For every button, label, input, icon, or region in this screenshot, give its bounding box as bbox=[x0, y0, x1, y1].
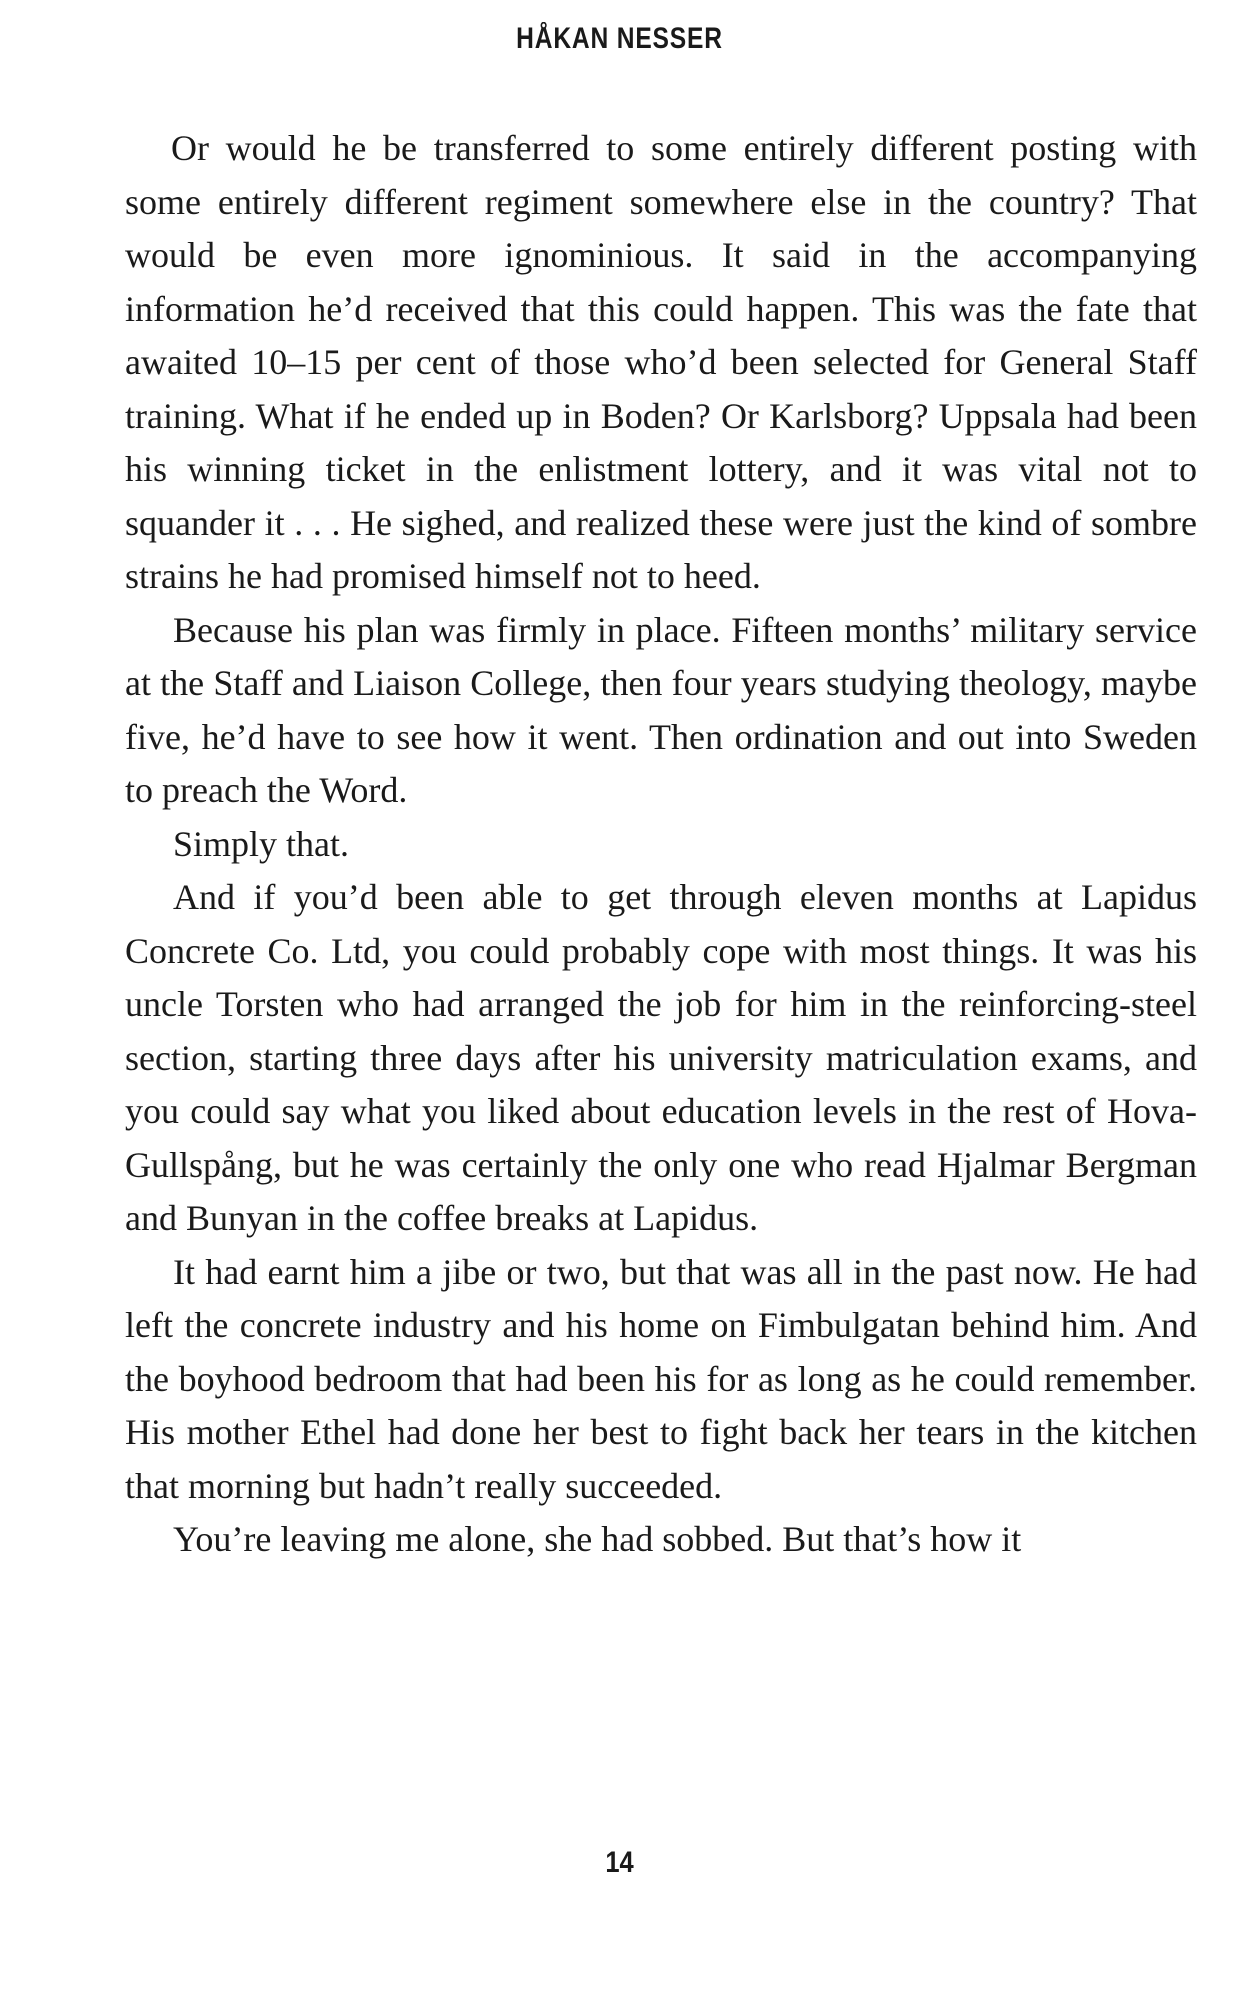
paragraph-3: Simply that. bbox=[173, 823, 350, 864]
body-text bbox=[125, 122, 1197, 1567]
running-head: HÅKAN NESSER bbox=[516, 22, 723, 55]
paragraph-1: Or would he be transferred to some entirely different posting with some entirely different regiment somewhere else in the country? That would be even more ignominious. It said in the accompanying information he’d received that this could happen. This was the fate that awaited 10–15 per cent of those who’d been selected for General Staff training. What if he ended up in Boden? Or Karlsborg? Uppsala had been his winning ticket in the enlistment lottery, and it was vital not to squander it . . . He sighed, and realized these were just the kind of sombre strains he had promised himself not to heed. bbox=[125, 128, 1197, 596]
paragraph-4: And if you’d been able to get through eleven months at Lapidus Concrete Co. Ltd, you could probably cope with most things. It was his uncle Torsten who had arranged the job for him in the reinforcing-steel section, starting three days after his university matriculation exams, and you could say what you liked about education levels in the rest of Hova-Gullspång, but he was certainly the only one who read Hjalmar Bergman and Bunyan in the coffee breaks at Lapidus. bbox=[125, 877, 1197, 1238]
paragraph-6: You’re leaving me alone, she had sobbed. But that’s how it bbox=[173, 1519, 1022, 1559]
page-number: 14 bbox=[605, 1846, 634, 1879]
paragraph-5: It had earnt him a jibe or two, but that was all in the past now. He had left the concrete industry and his home on Fimbulgatan behind him. And the boyhood bedroom that had been his for as long as he could remember. His mother Ethel had done her best to fight back her tears in the kitchen that morning but hadn’t really succeeded. bbox=[125, 1251, 1197, 1506]
paragraph-2: Because his plan was firmly in place. Fifteen months’ military service at the Staff and Liaison College, then four years studying theology, maybe five, he’d have to see how it went. Then ordination and out into Sweden to preach the Word. bbox=[125, 609, 1197, 810]
